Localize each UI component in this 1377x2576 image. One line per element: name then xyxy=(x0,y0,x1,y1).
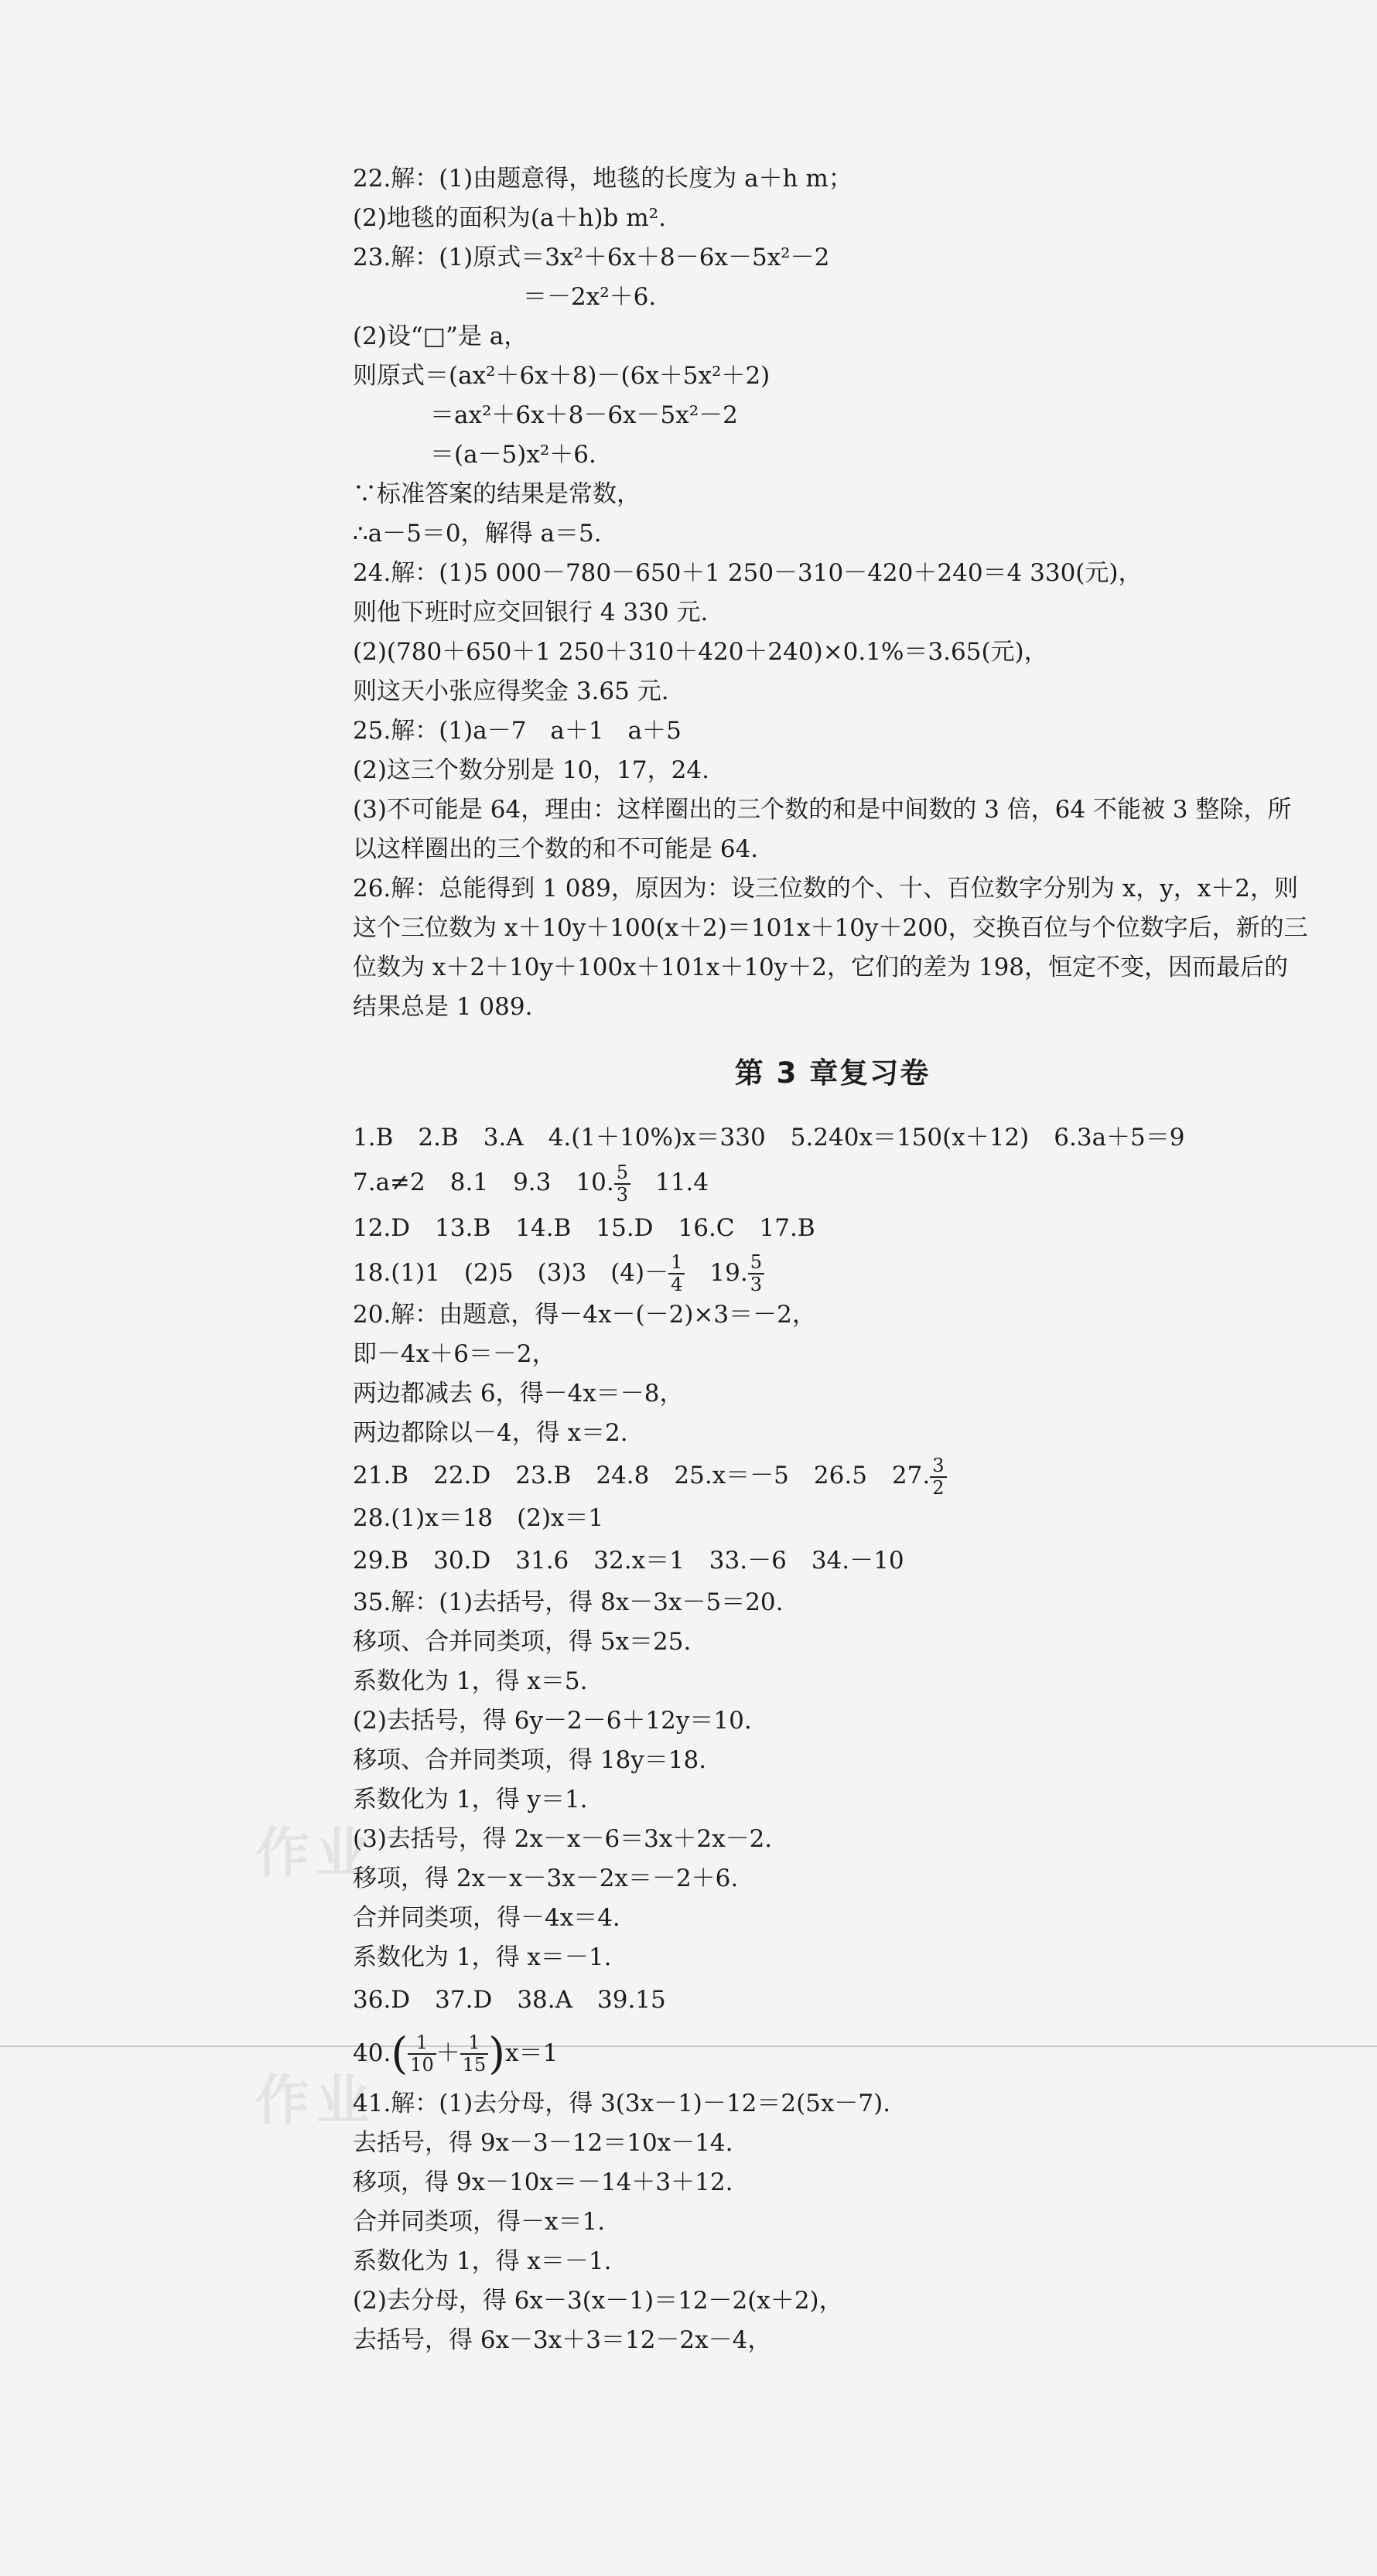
answer-item: 3.A xyxy=(483,1124,524,1152)
watermark-2: 作业 xyxy=(255,2069,376,2132)
answer-40-label: 40. xyxy=(353,2039,391,2067)
answer-item: 31.6 xyxy=(515,1546,569,1575)
answer-item: 30.D xyxy=(433,1546,491,1575)
solution-line: 合并同类项，得－x＝1. xyxy=(353,2207,606,2236)
answer-10 xyxy=(576,1160,630,1206)
fraction-numerator: 5 xyxy=(614,1162,630,1185)
solution-line: 22.解：(1)由题意得，地毯的长度为 a＋h m； xyxy=(353,165,853,193)
answers-21-26 xyxy=(353,1453,867,1499)
answer-item: 21.B xyxy=(353,1462,409,1489)
fraction-denominator: 2 xyxy=(932,1476,945,1499)
solution-line: (2)地毯的面积为(a＋h)b m². xyxy=(353,204,666,232)
answer-11: 11.4 xyxy=(654,1169,709,1196)
fraction xyxy=(408,2032,436,2076)
solution-line: 移项、合并同类项，得 5x＝25. xyxy=(353,1627,692,1656)
solution-line: 26.解：总能得到 1 089，原因为：设三位数的个、十、百位数字分别为 x，y，x＋2，则这个三位数为 x＋10y＋100(x＋2)＝101x＋10y＋200，交换百位与个位数字后，新的三位数为 x＋2＋10y＋100x＋101x＋10y＋2，它们的差为 198，恒定不变，因而最后的结果总是 1 089. xyxy=(353,875,1308,1021)
fraction-denominator: 3 xyxy=(750,1274,762,1295)
answer-item: 32.x＝1 xyxy=(593,1546,685,1575)
solution-line: 两边都除以－4，得 x＝2. xyxy=(353,1419,628,1447)
solution-line: 41.解：(1)去分母，得 3(3x－1)－12＝2(5x－7). xyxy=(353,2089,891,2117)
answer-item: 13.B xyxy=(435,1213,491,1242)
solution-line: 移项、合并同类项，得 18y＝18. xyxy=(353,1745,707,1774)
answers-row-5 xyxy=(353,1453,1312,1499)
answer-item: 17.B xyxy=(759,1213,815,1242)
answer-item: 25.x＝－5 xyxy=(674,1462,789,1489)
answer-item: 26.5 xyxy=(813,1462,867,1489)
fraction xyxy=(614,1162,630,1206)
answer-item: 1.B xyxy=(353,1124,394,1152)
solution-line: 移项，得 2x－x－3x－2x＝－2＋6. xyxy=(353,1864,739,1892)
answers-row-4 xyxy=(353,1250,1312,1296)
solution-line: ＝－2x²＋6. xyxy=(523,283,657,311)
solution-line: 系数化为 1，得 x＝－1. xyxy=(353,2247,612,2275)
answer-27 xyxy=(892,1453,947,1499)
fraction xyxy=(930,1455,946,1499)
answer-item: 38.A xyxy=(517,1985,572,2014)
answer-8: 8.1 xyxy=(449,1169,489,1196)
answer-9: 9.3 xyxy=(513,1169,552,1196)
solution-line: ∵标准答案的结果是常数， xyxy=(353,480,641,508)
solution-line: 24.解：(1)5 000－780－650＋1 250－310－420＋240＝4 330(元)， xyxy=(353,559,1143,587)
solution-line: 系数化为 1，得 x＝5. xyxy=(353,1667,588,1695)
answer-item: 39.15 xyxy=(597,1985,666,2014)
answer-item: 36.D xyxy=(353,1985,411,2014)
answer-41-solution xyxy=(353,2084,1312,2360)
solution-line: ∴a－5＝0，解得 a＝5. xyxy=(353,520,602,548)
answer-18-label: 18.(1)1 (2)5 (3)3 (4)－ xyxy=(353,1258,669,1287)
answer-item: 37.D xyxy=(435,1985,493,2014)
section-title: 第 3 章复习卷 xyxy=(734,1056,931,1090)
answer-40 xyxy=(353,2022,1312,2084)
fraction xyxy=(668,1252,685,1295)
solution-line: 则这天小张应得奖金 3.65 元. xyxy=(353,677,669,705)
answer-item: 14.B xyxy=(515,1213,572,1242)
solution-line: (2)去括号，得 6y－2－6＋12y＝10. xyxy=(353,1706,752,1735)
answer-40-suffix: x＝1 xyxy=(505,2039,559,2067)
fraction-denominator: 3 xyxy=(616,1183,628,1206)
answers-row-1 xyxy=(353,1115,1312,1160)
answer-item: 23.B xyxy=(515,1462,572,1489)
solution-line: (3)不可能是 64，理由：这样圈出的三个数的和是中间数的 3 倍，64 不能被 3 整除，所以这样圈出的三个数的和不可能是 64. xyxy=(353,796,1292,863)
solution-line: 去括号，得 9x－3－12＝10x－14. xyxy=(353,2128,733,2157)
solution-line: ＝ax²＋6x＋8－6x－5x²－2 xyxy=(430,401,738,429)
answer-item: 22.D xyxy=(433,1462,491,1489)
answer-item: 24.8 xyxy=(596,1462,650,1489)
fraction-numerator: 1 xyxy=(408,2032,436,2055)
answer-item: 5.240x＝150(x＋12) xyxy=(790,1124,1030,1152)
answer-item: 12.D xyxy=(353,1213,411,1242)
answer-item: 33.－6 xyxy=(709,1546,787,1575)
answer-19-label: 19. xyxy=(709,1258,748,1287)
answer-35-solution xyxy=(353,1583,1312,1977)
answers-row-8 xyxy=(353,1977,1312,2022)
fraction-denominator: 15 xyxy=(462,2054,487,2076)
answer-item: 29.B xyxy=(353,1546,409,1575)
answer-20-solution xyxy=(353,1295,1312,1453)
answers-part-1 xyxy=(353,159,1312,1027)
fraction-numerator: 3 xyxy=(930,1455,946,1478)
answer-item: 2.B xyxy=(418,1124,459,1152)
answer-28: 28.(1)x＝18 (2)x＝1 xyxy=(353,1503,604,1532)
answer-19 xyxy=(709,1250,764,1296)
right-paren: ) xyxy=(488,2028,506,2079)
solution-line: 合并同类项，得－4x＝4. xyxy=(353,1903,620,1932)
fraction-numerator: 1 xyxy=(460,2032,489,2055)
answer-18 xyxy=(353,1250,685,1296)
solution-line: 即－4x＋6＝－2， xyxy=(353,1340,556,1368)
fraction-numerator: 5 xyxy=(748,1252,764,1274)
solution-line: 35.解：(1)去括号，得 8x－3x－5＝20. xyxy=(353,1588,784,1616)
solution-line: 两边都减去 6，得－4x＝－8， xyxy=(353,1380,684,1407)
answer-27-label: 27. xyxy=(891,1462,931,1489)
answer-content xyxy=(353,159,1312,2360)
solution-line: (2)这三个数分别是 10，17，24. xyxy=(353,756,709,784)
solution-line: (3)去括号，得 2x－x－6＝3x＋2x－2. xyxy=(353,1824,773,1853)
answer-7: 7.a≠2 xyxy=(353,1169,425,1196)
answers-row-2 xyxy=(353,1160,1312,1206)
answer-item: 34.－10 xyxy=(811,1546,904,1575)
solution-line: 系数化为 1，得 x＝－1. xyxy=(353,1943,612,1971)
solution-line: 移项，得 9x－10x＝－14＋3＋12. xyxy=(353,2168,733,2196)
answers-row-3 xyxy=(353,1206,1312,1250)
answer-10-label: 10. xyxy=(576,1169,614,1196)
solution-line: (2)(780＋650＋1 250＋310＋420＋240)×0.1%＝3.65(元)， xyxy=(353,638,1048,666)
solution-line: 系数化为 1，得 y＝1. xyxy=(353,1785,588,1813)
left-paren: ( xyxy=(391,2028,408,2079)
solution-line: 25.解：(1)a－7 a＋1 a＋5 xyxy=(353,717,682,745)
answer-40-expression: 40.( $\frac{1}{10}$ ＋ $\frac{1}{15}$ )x＝1 xyxy=(353,2028,559,2079)
solution-line: ＝(a－5)x²＋6. xyxy=(430,441,596,469)
answer-item: 16.C xyxy=(678,1213,735,1242)
fraction-denominator: 4 xyxy=(671,1274,683,1295)
fraction xyxy=(748,1252,764,1295)
answer-item: 6.3a＋5＝9 xyxy=(1054,1124,1185,1152)
fraction-denominator: 10 xyxy=(410,2054,434,2076)
solution-line: (2)设“□”是 a， xyxy=(353,322,528,350)
solution-line: 则原式＝(ax²＋6x＋8)－(6x＋5x²＋2) xyxy=(353,362,771,390)
solution-line: (2)去分母，得 6x－3(x－1)＝12－2(x＋2)， xyxy=(353,2286,843,2315)
solution-line: 去括号，得 6x－3x＋3＝12－2x－4， xyxy=(353,2325,772,2354)
solution-line: 23.解：(1)原式＝3x²＋6x＋8－6x－5x²－2 xyxy=(353,244,830,271)
answer-item: 4.(1＋10%)x＝330 xyxy=(548,1124,766,1152)
solution-line: 则他下班时应交回银行 4 330 元. xyxy=(353,599,709,626)
watermark-1: 作业 xyxy=(255,1821,376,1885)
solution-line: 20.解：由题意，得－4x－(－2)×3＝－2， xyxy=(353,1301,816,1329)
fraction xyxy=(460,2032,489,2076)
fraction-numerator: 1 xyxy=(668,1252,685,1274)
answer-item: 15.D xyxy=(596,1213,654,1242)
answers-row-7 xyxy=(353,1538,1312,1583)
